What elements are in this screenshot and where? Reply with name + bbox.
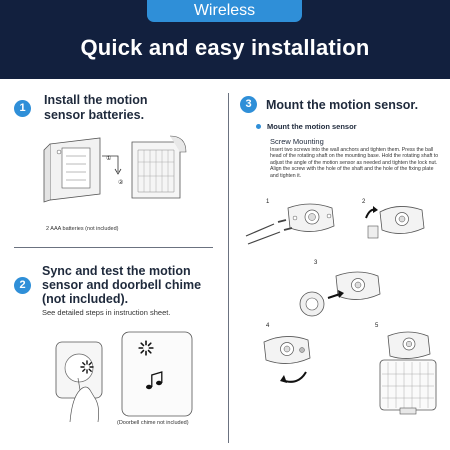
figure-label-3: 3 <box>314 260 318 266</box>
mount-figure-5 <box>372 326 450 418</box>
figure-label-4: 4 <box>266 323 270 329</box>
battery-install-illustration <box>40 132 200 212</box>
step-3-number: 3 <box>240 96 257 113</box>
callout-2: ② <box>118 180 124 186</box>
mount-bullet-text: Mount the motion sensor <box>267 122 357 131</box>
sensor-button-icon <box>80 360 94 374</box>
step-2-number: 2 <box>14 277 31 294</box>
sensor-test-illustration <box>50 338 110 422</box>
page-title: Quick and easy installation <box>80 35 370 60</box>
step-2-title-line2: sensor and doorbell chime <box>42 278 202 292</box>
screw-mounting-heading: Screw Mounting <box>270 137 324 146</box>
bullet-dot <box>256 124 261 129</box>
figure-label-5: 5 <box>375 323 379 329</box>
callout-1: ① <box>106 156 112 162</box>
header-banner <box>0 0 450 79</box>
step-1-title-line2: sensor batteries. <box>44 108 145 122</box>
step-3-title: Mount the motion sensor. <box>266 98 419 112</box>
music-note-icon <box>144 370 166 392</box>
step-1-number: 1 <box>14 100 31 117</box>
mount-figure-3 <box>290 262 400 324</box>
column-divider <box>228 93 229 443</box>
chime-note: (Doorbell chime not included) <box>117 420 189 426</box>
step-1-title-line1: Install the motion <box>44 93 148 107</box>
section-divider <box>14 247 213 248</box>
battery-note: 2 AAA batteries (not included) <box>46 226 119 232</box>
chime-sound-icon <box>138 340 154 356</box>
step-2-title-line3: (not included). <box>42 292 129 306</box>
wireless-tag: Wireless <box>147 0 302 22</box>
mount-figure-4 <box>258 326 340 388</box>
mount-figure-2 <box>362 196 442 252</box>
step-2-subtitle: See detailed steps in instruction sheet. <box>42 308 171 317</box>
figure-label-1: 1 <box>266 199 270 205</box>
step-2-title-line1: Sync and test the motion <box>42 264 191 278</box>
figure-label-2: 2 <box>362 199 366 205</box>
mount-figure-1 <box>240 196 350 252</box>
mounting-instructions: Insert two screws into the wall anchors and tighten them. Press the ball head of the rotating shaft on the mounting base. Hold the rotating shaft to adjust the angle of the motion sensor as needed and tighten the lock nut. Align the screw with the hole of the shaft and the hole of the fixing plate and tighten it. <box>270 147 439 179</box>
